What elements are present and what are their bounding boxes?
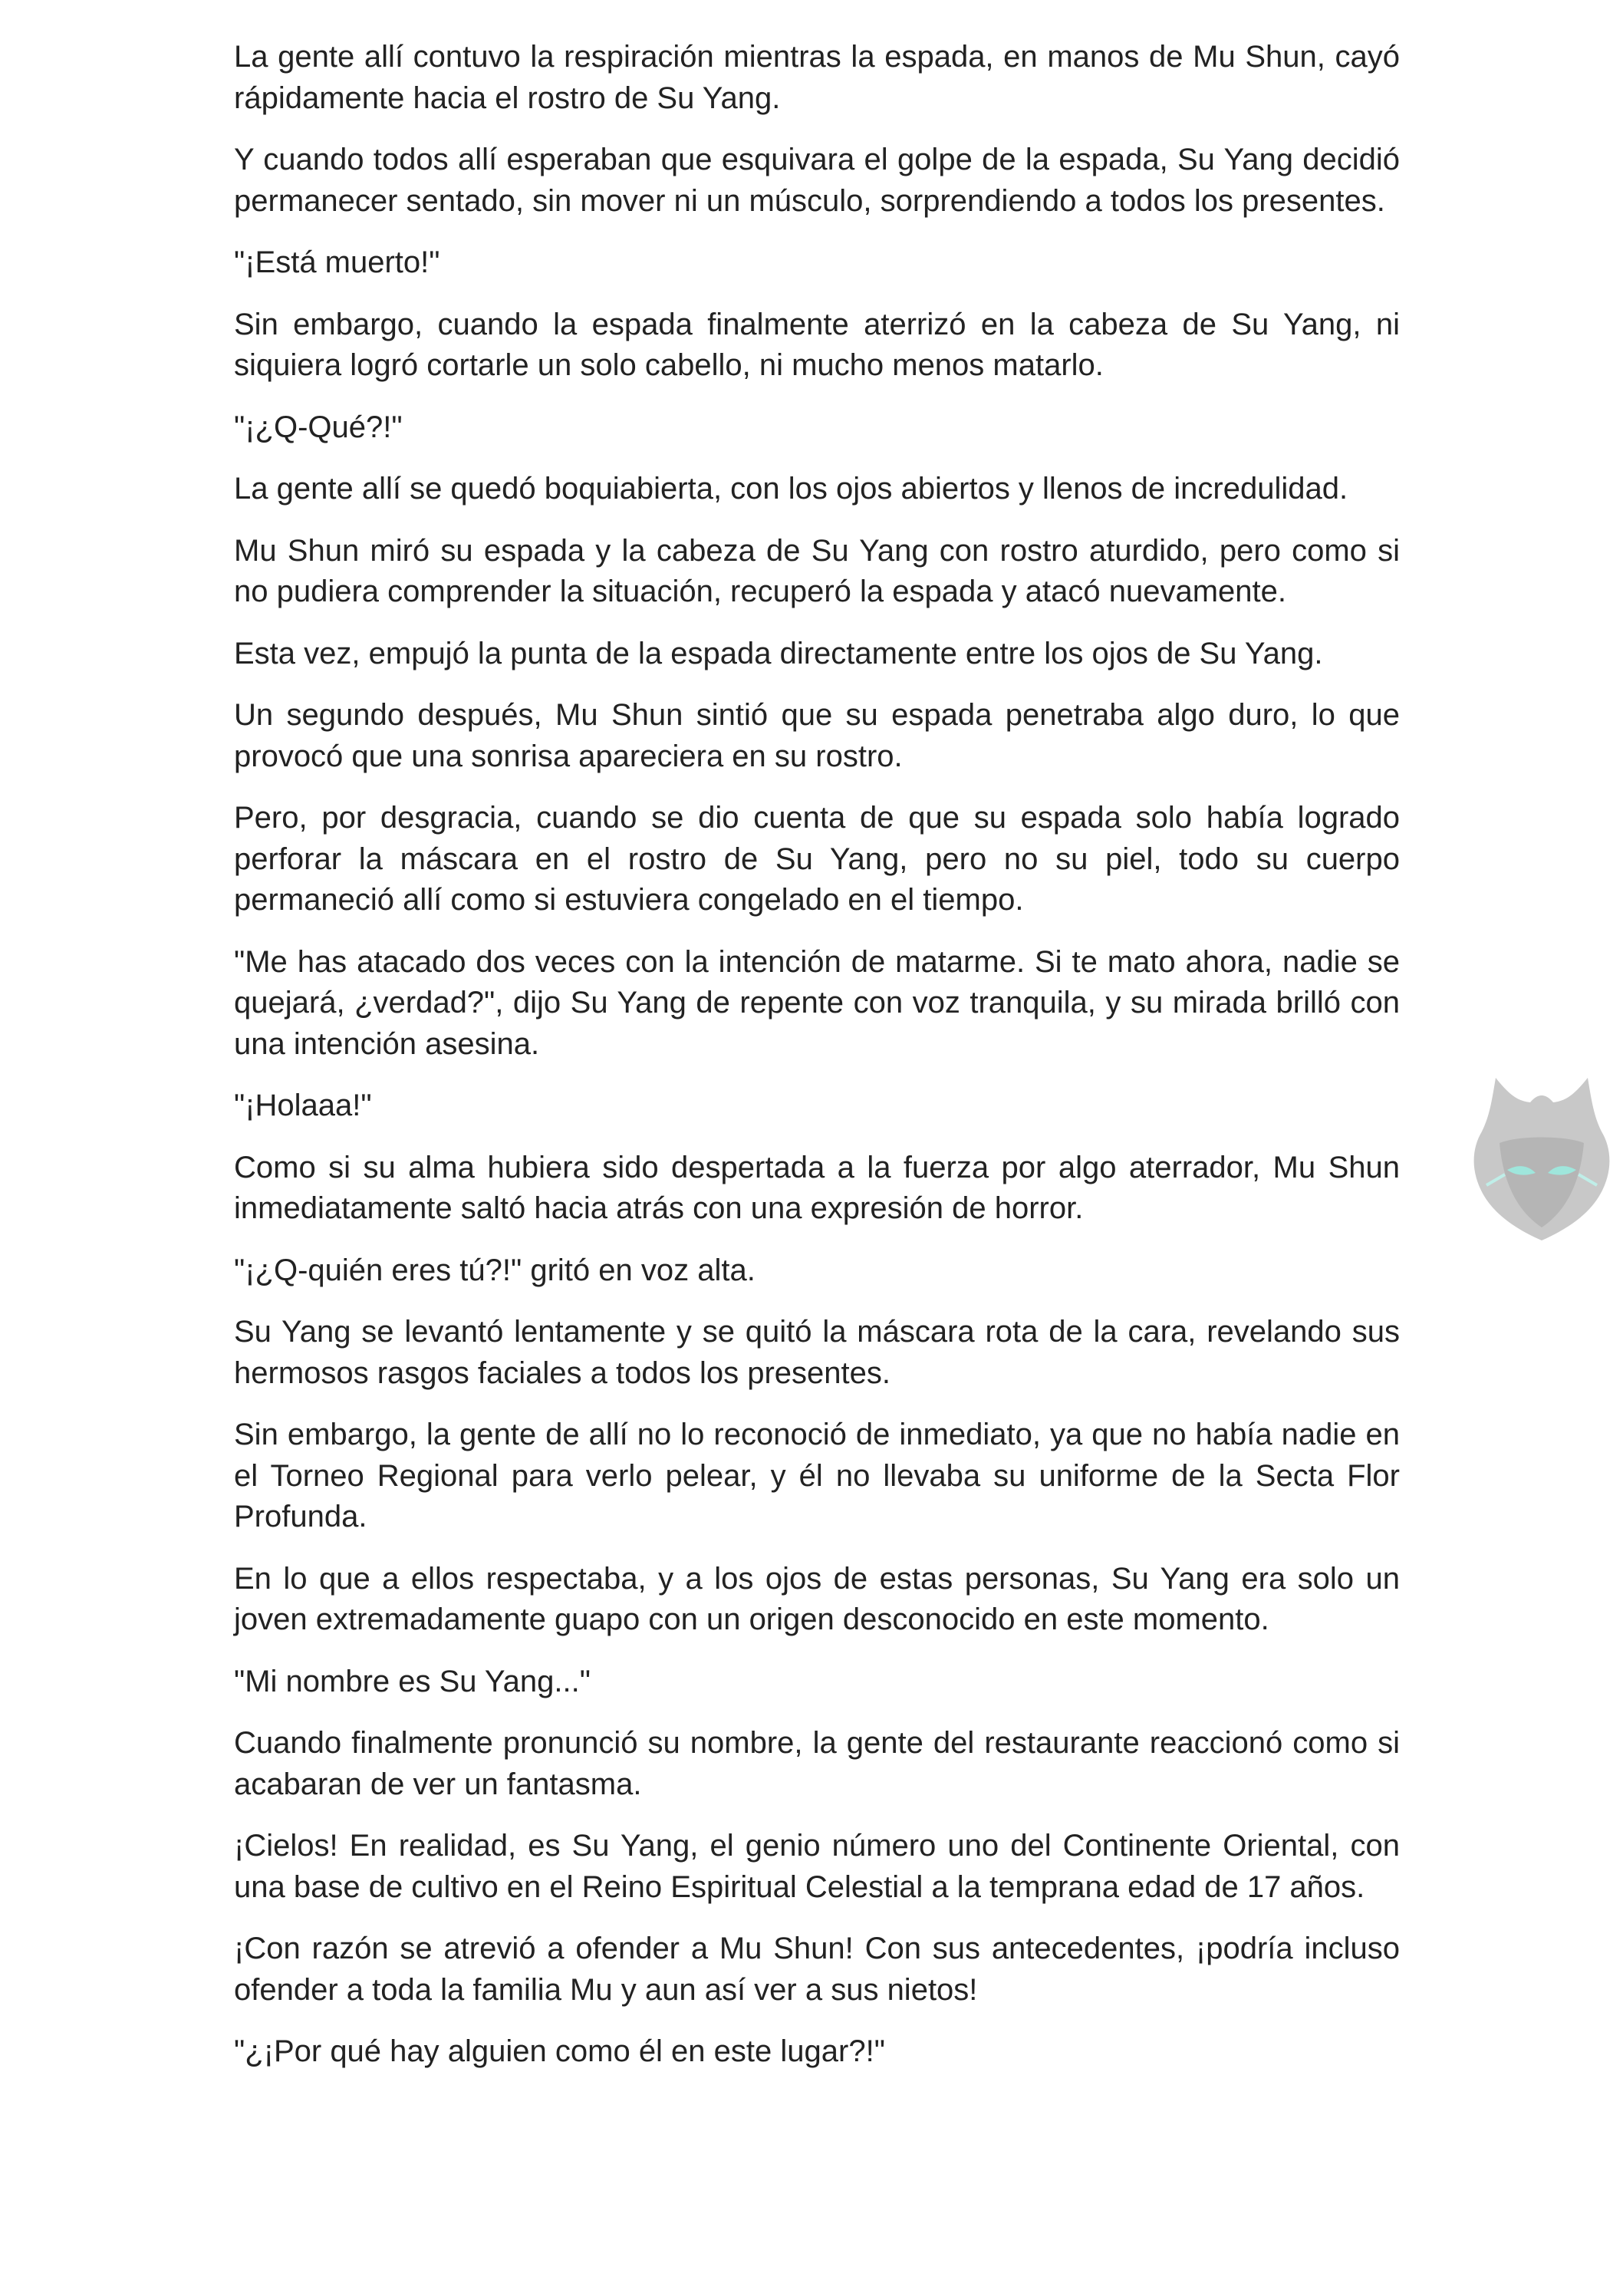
paragraph: "Mi nombre es Su Yang..." — [234, 1664, 591, 1698]
paragraph: Sin embargo, cuando la espada finalmente aterrizó en la cabeza de Su Yang, ni siquiera logró cortarle un solo cabello, ni mucho menos matarlo. — [234, 307, 1400, 382]
paragraph: La gente allí contuvo la respiración mientras la espada, en manos de Mu Shun, cayó rápidamente hacia el rostro de Su Yang. — [234, 40, 1400, 115]
paragraph: Pero, por desgracia, cuando se dio cuenta de que su espada solo había logrado perforar la máscara en el rostro de Su Yang, pero no su piel, todo su cuerpo permaneció allí como si estuviera congelado en el tiempo. — [234, 801, 1400, 917]
paragraph: En lo que a ellos respectaba, y a los ojos de estas personas, Su Yang era solo un joven extremadamente guapo con un origen desconocido en este momento. — [234, 1561, 1400, 1636]
paragraph: Esta vez, empujó la punta de la espada directamente entre los ojos de Su Yang. — [234, 636, 1323, 670]
paragraph: "Me has atacado dos veces con la intención de matarme. Si te mato ahora, nadie se quejará, ¿verdad?", dijo Su Yang de repente con voz tranquila, y su mirada brilló con una intención asesina. — [234, 944, 1400, 1061]
paragraph: "¿¡Por qué hay alguien como él en este lugar?!" — [234, 2034, 885, 2068]
paragraph: Sin embargo, la gente de allí no lo reconoció de inmediato, ya que no había nadie en el Torneo Regional para verlo pelear, y él no llevaba su uniforme de la Secta Flor Profunda. — [234, 1418, 1400, 1533]
paragraph: "¡Holaaa!" — [234, 1089, 372, 1122]
paragraph: La gente allí se quedó boquiabierta, con los ojos abiertos y llenos de incredulidad. — [234, 472, 1348, 506]
paragraph: Mu Shun miró su espada y la cabeza de Su Yang con rostro aturdido, pero como si no pudiera comprender la situación, recuperó la espada y atacó nuevamente. — [234, 533, 1400, 608]
paragraph: ¡Con razón se atrevió a ofender a Mu Shun! Con sus antecedentes, ¡podría incluso ofender a toda la familia Mu y aun así ver a sus nietos! — [234, 1932, 1400, 2007]
paragraph: "¡¿Q-quién eres tú?!" gritó en voz alta. — [234, 1253, 756, 1287]
paragraph: Y cuando todos allí esperaban que esquivara el golpe de la espada, Su Yang decidió permanecer sentado, sin mover ni un músculo, sorprendiendo a todos los presentes. — [234, 143, 1400, 218]
document-body — [234, 37, 1400, 2093]
paragraph: Como si su alma hubiera sido despertada a la fuerza por algo aterrador, Mu Shun inmediatamente saltó hacia atrás con una expresión de horror. — [234, 1150, 1400, 1225]
paragraph: ¡Cielos! En realidad, es Su Yang, el genio número uno del Continente Oriental, con una base de cultivo en el Reino Espiritual Celestial a la temprana edad de 17 años. — [234, 1829, 1400, 1904]
demon-head-icon — [1465, 1070, 1618, 1247]
paragraph: "¡¿Q-Qué?!" — [234, 410, 403, 444]
paragraph: Un segundo después, Mu Shun sintió que su espada penetraba algo duro, lo que provocó que una sonrisa apareciera en su rostro. — [234, 698, 1400, 773]
paragraph: Su Yang se levantó lentamente y se quitó la máscara rota de la cara, revelando sus hermosos rasgos faciales a todos los presentes. — [234, 1315, 1400, 1390]
paragraph: Cuando finalmente pronunció su nombre, la gente del restaurante reaccionó como si acabaran de ver un fantasma. — [234, 1726, 1400, 1801]
paragraph: "¡Está muerto!" — [234, 245, 440, 279]
